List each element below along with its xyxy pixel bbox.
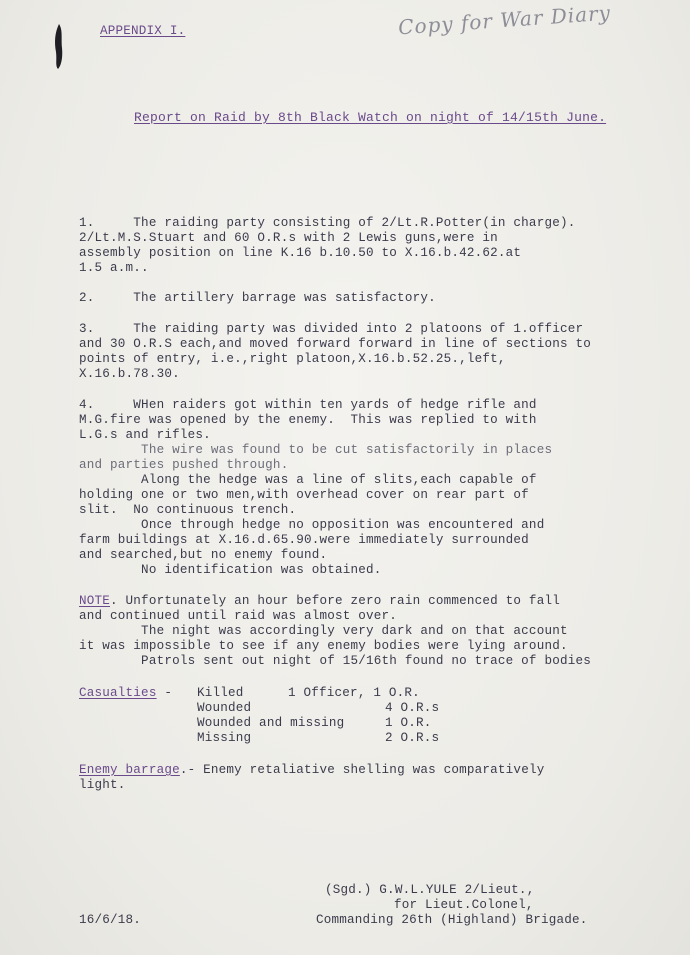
enemy-barrage-line-1: Enemy barrage.- Enemy retaliative shelling was comparatively — [79, 763, 545, 777]
para-3-line-3: points of entry, i.e.,right platoon,X.16.b.52.25.,left, — [79, 352, 506, 366]
note-text: . Unfortunately an hour before zero rain commenced to fall — [110, 594, 560, 608]
note-line-2: and continued until raid was almost over. — [79, 609, 398, 623]
enemy-barrage-label: Enemy barrage — [79, 763, 180, 777]
para-3-line-4: X.16.b.78.30. — [79, 367, 180, 381]
para-1-line-4: 1.5 a.m.. — [79, 261, 149, 275]
enemy-barrage-line-2: light. — [79, 778, 126, 792]
casualty-type: Missing — [197, 731, 252, 745]
para-3-line-2: and 30 O.R.S each,and moved forward forward in line of sections to — [79, 337, 591, 351]
para-1-line-1: 1. The raiding party consisting of 2/Lt.R.Potter(in charge). — [79, 216, 576, 230]
casualty-type: Killed — [197, 686, 244, 700]
para-4-line-3: L.G.s and rifles. — [79, 428, 211, 442]
para-4-line-6: Along the hedge was a line of slits,each capable of — [79, 473, 537, 487]
para-4-line-1: 4. WHen raiders got within ten yards of hedge rifle and — [79, 398, 537, 412]
para-4-line-7: holding one or two men,with overhead cover on rear part of — [79, 488, 529, 502]
para-2: 2. The artillery barrage was satisfactory. — [79, 291, 436, 305]
signature-line-2: for Lieut.Colonel, — [394, 898, 534, 912]
para-4-line-2: M.G.fire was opened by the enemy. This was replied to with — [79, 413, 537, 427]
para-4-line-4: The wire was found to be cut satisfactorily in places — [79, 443, 553, 457]
report-title: Report on Raid by 8th Black Watch on night of 14/15th June. — [134, 110, 607, 125]
casualty-type: Wounded — [197, 701, 252, 715]
para-1-line-2: 2/Lt.M.S.Stuart and 60 O.R.s with 2 Lewis guns,were in — [79, 231, 498, 245]
casualty-count: 1 O.R. — [385, 716, 432, 730]
appendix-heading: APPENDIX I. — [100, 24, 186, 38]
casualty-count: 1 Officer, 1 O.R. — [288, 686, 420, 700]
para-3-line-1: 3. The raiding party was divided into 2 platoons of 1.officer — [79, 322, 584, 336]
para-4-line-5: and parties pushed through. — [79, 458, 289, 472]
casualty-count: 4 O.R.s — [385, 701, 440, 715]
note-line-4: it was impossible to see if any enemy bodies were lying around. — [79, 639, 568, 653]
casualty-count: 2 O.R.s — [385, 731, 440, 745]
casualties-label: Casualties — [79, 686, 157, 700]
note-label: NOTE — [79, 594, 111, 608]
note-line-1 — [79, 594, 560, 609]
handwritten-note: Copy for War Diary — [397, 0, 612, 40]
casualty-type: Wounded and missing — [197, 716, 345, 730]
note-line-3: The night was accordingly very dark and on that account — [79, 624, 568, 638]
signature-line-3: Commanding 26th (Highland) Brigade. — [316, 913, 588, 927]
para-4-line-12: No identification was obtained. — [79, 563, 382, 577]
para-4-line-9: Once through hedge no opposition was encountered and — [79, 518, 545, 532]
report-date: 16/6/18. — [79, 913, 142, 927]
signature-line-1: (Sgd.) G.W.L.YULE 2/Lieut., — [325, 883, 535, 897]
note-line-5: Patrols sent out night of 15/16th found no trace of bodies — [79, 654, 591, 668]
casualties-heading: Casualties - — [79, 686, 180, 700]
para-1-line-3: assembly position on line K.16 b.10.50 to X.16.b.42.62.at — [79, 246, 522, 260]
para-4-line-10: farm buildings at X.16.d.65.90.were immediately surrounded — [79, 533, 529, 547]
ink-mark — [52, 22, 66, 70]
para-4-line-8: slit. No continuous trench. — [79, 503, 297, 517]
para-4-line-11: and searched,but no enemy found. — [79, 548, 328, 562]
